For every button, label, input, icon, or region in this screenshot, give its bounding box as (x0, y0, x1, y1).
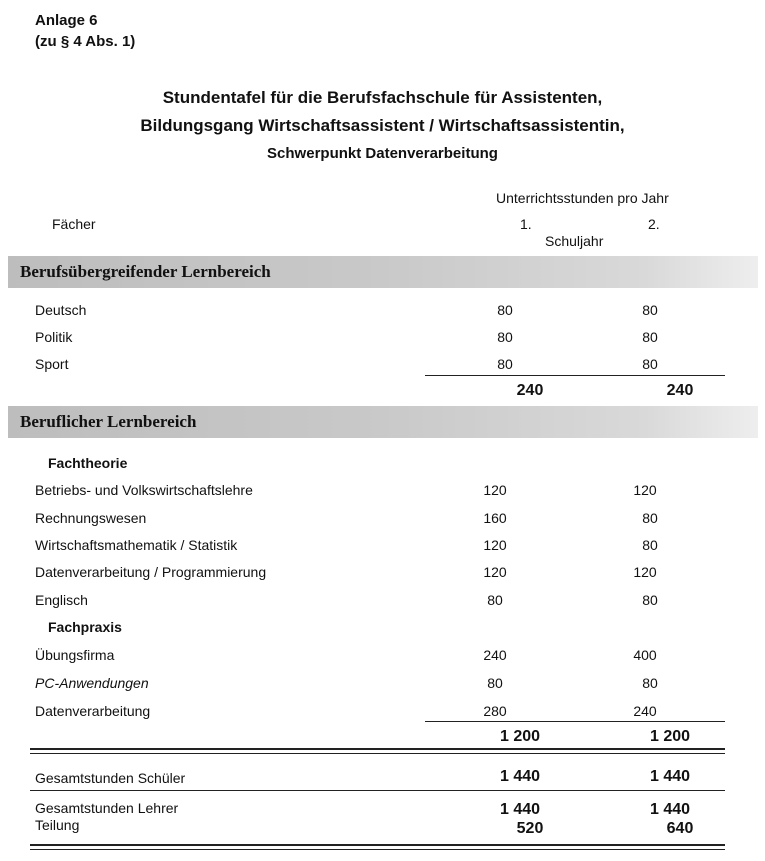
document-title-line2: Bildungsgang Wirtschaftsassistent / Wirtschaftsassistentin, (140, 116, 625, 135)
double-rule (30, 748, 725, 754)
row-value-year2: 80 (642, 537, 658, 553)
subsection-fachtheorie: Fachtheorie (48, 455, 128, 471)
document-title-line3: Schwerpunkt Datenverarbeitung (267, 145, 498, 162)
table-row (35, 675, 735, 695)
table-row (35, 564, 735, 584)
summary-label-teilung: Teilung (35, 817, 80, 833)
column-header-year1: 1. (520, 216, 532, 232)
column-header-faecher: Fächer (52, 216, 96, 232)
row-label: PC-Anwendungen (35, 675, 149, 691)
row-value-year2: 80 (642, 510, 658, 526)
table-row (35, 647, 735, 667)
section-title-beruflich: Beruflicher Lernbereich (20, 412, 197, 431)
row-value-year1: 80 (497, 302, 513, 318)
row-value-year2: 400 (633, 647, 657, 663)
column-header-unterrichtsstunden: Unterrichtsstunden pro Jahr (496, 190, 669, 206)
table-row (35, 703, 735, 723)
paragraph-reference: (zu § 4 Abs. 1) (35, 33, 136, 50)
section-title-berufsuebergreifend: Berufsübergreifender Lernbereich (20, 262, 271, 281)
row-label: Datenverarbeitung (35, 703, 151, 719)
row-value-year1: 240 (483, 647, 507, 663)
row-value-year2: 80 (642, 329, 658, 345)
section-band-berufsuebergreifend (8, 256, 758, 288)
table-row (35, 356, 735, 376)
section1-total-year1: 240 (516, 382, 544, 399)
row-value-year2: 120 (633, 482, 657, 498)
row-value-year1: 160 (483, 510, 507, 526)
table-row (35, 537, 735, 557)
document-title-line1: Stundentafel für die Berufsfachschule für Assistenten, (162, 88, 603, 107)
row-value-year2: 80 (642, 592, 658, 608)
row-label: Politik (35, 329, 73, 345)
row-label: Rechnungswesen (35, 510, 147, 526)
section-band-beruflich (8, 406, 758, 438)
row-label: Datenverarbeitung / Programmierung (35, 564, 267, 580)
row-label: Betriebs- und Volkswirtschaftslehre (35, 482, 253, 498)
column-header-year2: 2. (648, 216, 660, 232)
row-value-year2: 80 (642, 675, 658, 691)
section2-total-year2: 1 200 (649, 728, 691, 745)
row-label: Englisch (35, 592, 88, 608)
row-value-year2: 240 (633, 703, 657, 719)
subtotal-rule (425, 721, 725, 722)
row-label: Sport (35, 356, 69, 372)
summary-teilung-year1: 520 (516, 820, 544, 837)
bottom-double-rule (30, 844, 725, 850)
summary-lehrer-year1: 1 440 (499, 801, 541, 818)
row-value-year2: 120 (633, 564, 657, 580)
row-label: Deutsch (35, 302, 87, 318)
summary-rule (30, 790, 725, 791)
row-value-year1: 80 (487, 592, 503, 608)
summary-schueler-year2: 1 440 (649, 768, 691, 785)
table-row (35, 302, 735, 322)
column-header-schuljahr: Schuljahr (545, 233, 604, 249)
subtotal-rule (425, 375, 725, 376)
summary-label-schueler: Gesamtstunden Schüler (35, 770, 186, 786)
row-value-year1: 80 (487, 675, 503, 691)
summary-label-lehrer: Gesamtstunden Lehrer (35, 800, 179, 816)
row-value-year1: 80 (497, 356, 513, 372)
summary-lehrer-year2: 1 440 (649, 801, 691, 818)
row-value-year1: 120 (483, 537, 507, 553)
row-value-year1: 120 (483, 482, 507, 498)
table-row (35, 482, 735, 502)
row-label: Wirtschaftsmathematik / Statistik (35, 537, 238, 553)
table-row (35, 329, 735, 349)
row-label: Übungsfirma (35, 647, 115, 663)
row-value-year1: 80 (497, 329, 513, 345)
row-value-year2: 80 (642, 356, 658, 372)
row-value-year2: 80 (642, 302, 658, 318)
table-row (35, 592, 735, 612)
anlage-label: Anlage 6 (35, 12, 98, 29)
section2-total-year1: 1 200 (499, 728, 541, 745)
subsection-fachpraxis: Fachpraxis (48, 619, 122, 635)
summary-teilung-year2: 640 (666, 820, 694, 837)
row-value-year1: 120 (483, 564, 507, 580)
summary-schueler-year1: 1 440 (499, 768, 541, 785)
row-value-year1: 280 (483, 703, 507, 719)
table-row (35, 510, 735, 530)
section1-total-year2: 240 (666, 382, 694, 399)
